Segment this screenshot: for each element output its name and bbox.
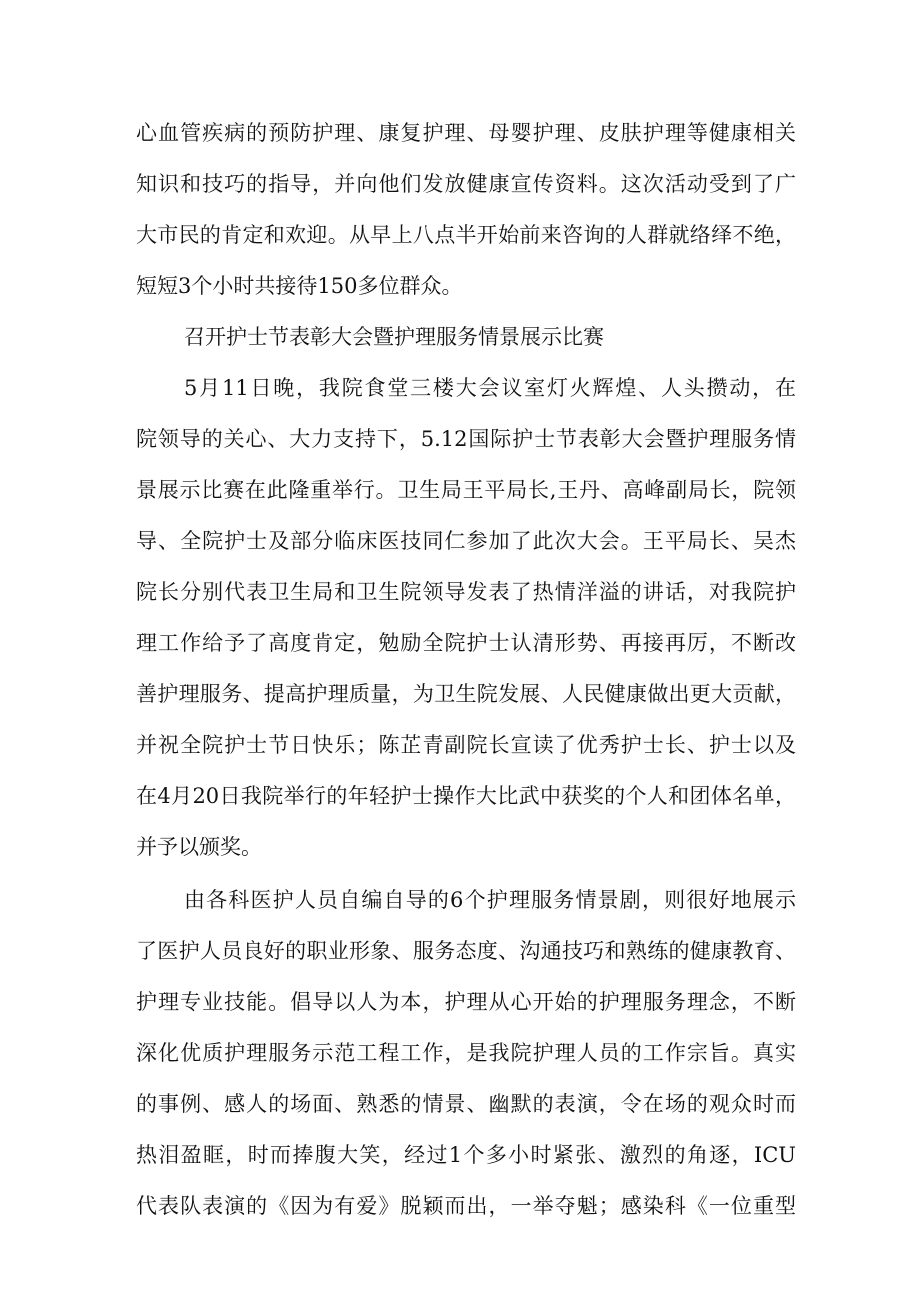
text-line: 并予以颁奖。 xyxy=(136,835,262,859)
text-line: 短短3个小时共接待150多位群众。 xyxy=(136,274,463,298)
text-line: 导、全院护士及部分临床医技同仁参加了此次大会。王平局长、吴杰 xyxy=(136,529,796,553)
text-line: 善护理服务、提高护理质量，为卫生院发展、人民健康做出更大贡献， xyxy=(136,682,796,706)
text-line: 知识和技巧的指导，并向他们发放健康宣传资料。这次活动受到了广 xyxy=(136,172,796,196)
text-line: 5月11日晚，我院食堂三楼大会议室灯火辉煌、人头攒动，在 xyxy=(184,376,796,400)
text-line: 护理专业技能。倡导以人为本，护理从心开始的护理服务理念，不断 xyxy=(136,990,796,1014)
section-heading: 召开护士节表彰大会暨护理服务情景展示比赛 xyxy=(184,325,604,349)
text-line: 景展示比赛在此隆重举行。卫生局王平局长,王丹、高峰副局长，院领 xyxy=(136,478,796,502)
text-line: 心血管疾病的预防护理、康复护理、母婴护理、皮肤护理等健康相关 xyxy=(136,121,796,145)
text-line: 在4月20日我院举行的年轻护士操作大比武中获奖的个人和团体名单， xyxy=(136,784,796,808)
text-line: 热泪盈眶，时而捧腹大笑，经过1个多小时紧张、激烈的角逐，ICU xyxy=(136,1143,796,1167)
text-line: 的事例、感人的场面、熟悉的情景、幽默的表演，令在场的观众时而 xyxy=(136,1092,796,1116)
text-line: 深化优质护理服务示范工程工作，是我院护理人员的工作宗旨。真实 xyxy=(136,1041,796,1065)
text-line: 理工作给予了高度肯定，勉励全院护士认清形势、再接再厉，不断改 xyxy=(136,631,796,655)
text-line: 大市民的肯定和欢迎。从早上八点半开始前来咨询的人群就络绎不绝， xyxy=(136,223,796,247)
text-line: 院领导的关心、大力支持下，5.12国际护士节表彰大会暨护理服务情 xyxy=(136,427,796,451)
text-line: 由各科医护人员自编自导的6个护理服务情景剧，则很好地展示 xyxy=(184,888,796,912)
text-line: 院长分别代表卫生局和卫生院领导发表了热情洋溢的讲话，对我院护 xyxy=(136,580,796,604)
text-line: 并祝全院护士节日快乐；陈芷青副院长宣读了优秀护士长、护士以及 xyxy=(136,733,796,757)
text-line: 了医护人员良好的职业形象、服务态度、沟通技巧和熟练的健康教育、 xyxy=(136,939,796,963)
text-line: 代表队表演的《因为有爱》脱颖而出，一举夺魁；感染科《一位重型 xyxy=(136,1194,796,1218)
